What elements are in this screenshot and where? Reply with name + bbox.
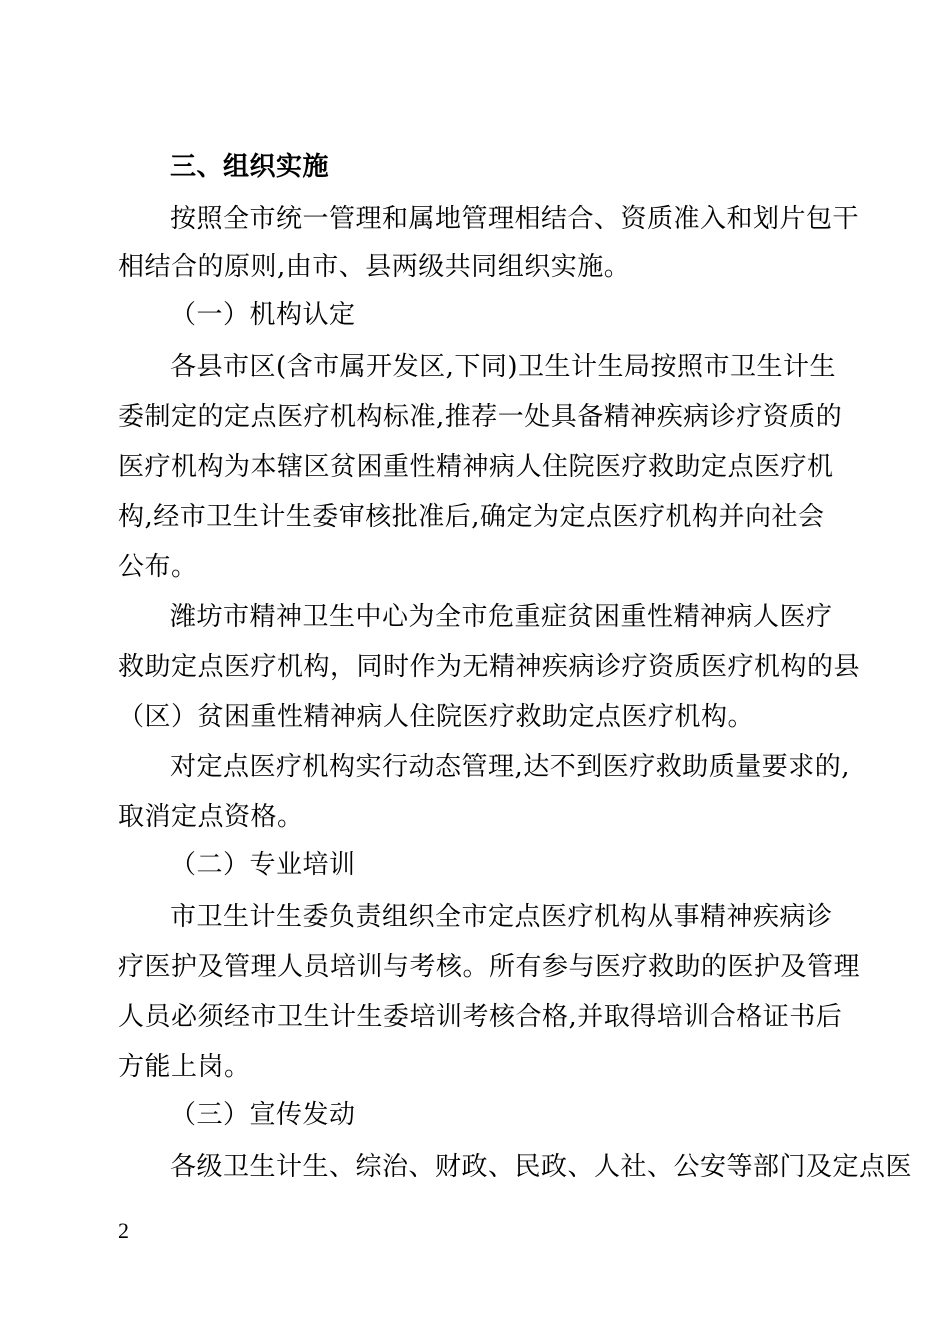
paragraph-line: 方能上岗。 [118, 1052, 251, 1082]
paragraph-line: 医疗机构为本辖区贫困重性精神病人住院医疗救助定点医疗机 [118, 452, 834, 482]
paragraph-line: 市卫生计生委负责组织全市定点医疗机构从事精神疾病诊 [170, 902, 833, 932]
paragraph-line: 构,经市卫生计生委审核批准后,确定为定点医疗机构并向社会 [118, 502, 825, 532]
paragraph-line: 取消定点资格。 [118, 802, 304, 832]
subheading-professional-training: （二）专业培训 [170, 850, 356, 880]
paragraph-line: （区）贫困重性精神病人住院医疗救助定点医疗机构。 [118, 702, 755, 732]
paragraph-line: 委制定的定点医疗机构标准,推荐一处具备精神疾病诊疗资质的 [118, 402, 843, 432]
paragraph-line: 各县市区(含市属开发区,下同)卫生计生局按照市卫生计生 [170, 352, 837, 382]
section-heading-organize-implementation: 三、组织实施 [170, 152, 330, 182]
paragraph-line: 按照全市统一管理和属地管理相结合、资质准入和划片包干 [170, 204, 860, 234]
subheading-institution-designation: （一）机构认定 [170, 300, 356, 330]
subheading-publicity-mobilization: （三）宣传发动 [170, 1100, 356, 1130]
paragraph-line: 人员必须经市卫生计生委培训考核合格,并取得培训合格证书后 [118, 1002, 843, 1032]
paragraph-line: 公布。 [118, 552, 198, 582]
paragraph-line: 相结合的原则,由市、县两级共同组织实施。 [118, 252, 631, 282]
paragraph-line: 各级卫生计生、综治、财政、民政、人社、公安等部门及定点医 [170, 1152, 913, 1182]
paragraph-line: 潍坊市精神卫生中心为全市危重症贫困重性精神病人医疗 [170, 602, 833, 632]
paragraph-line: 救助定点医疗机构，同时作为无精神疾病诊疗资质医疗机构的县 [118, 652, 861, 682]
paragraph-line: 疗医护及管理人员培训与考核。所有参与医疗救助的医护及管理 [118, 952, 861, 982]
page-number: 2 [118, 1218, 129, 1243]
paragraph-line: 对定点医疗机构实行动态管理,达不到医疗救助质量要求的, [170, 752, 851, 782]
